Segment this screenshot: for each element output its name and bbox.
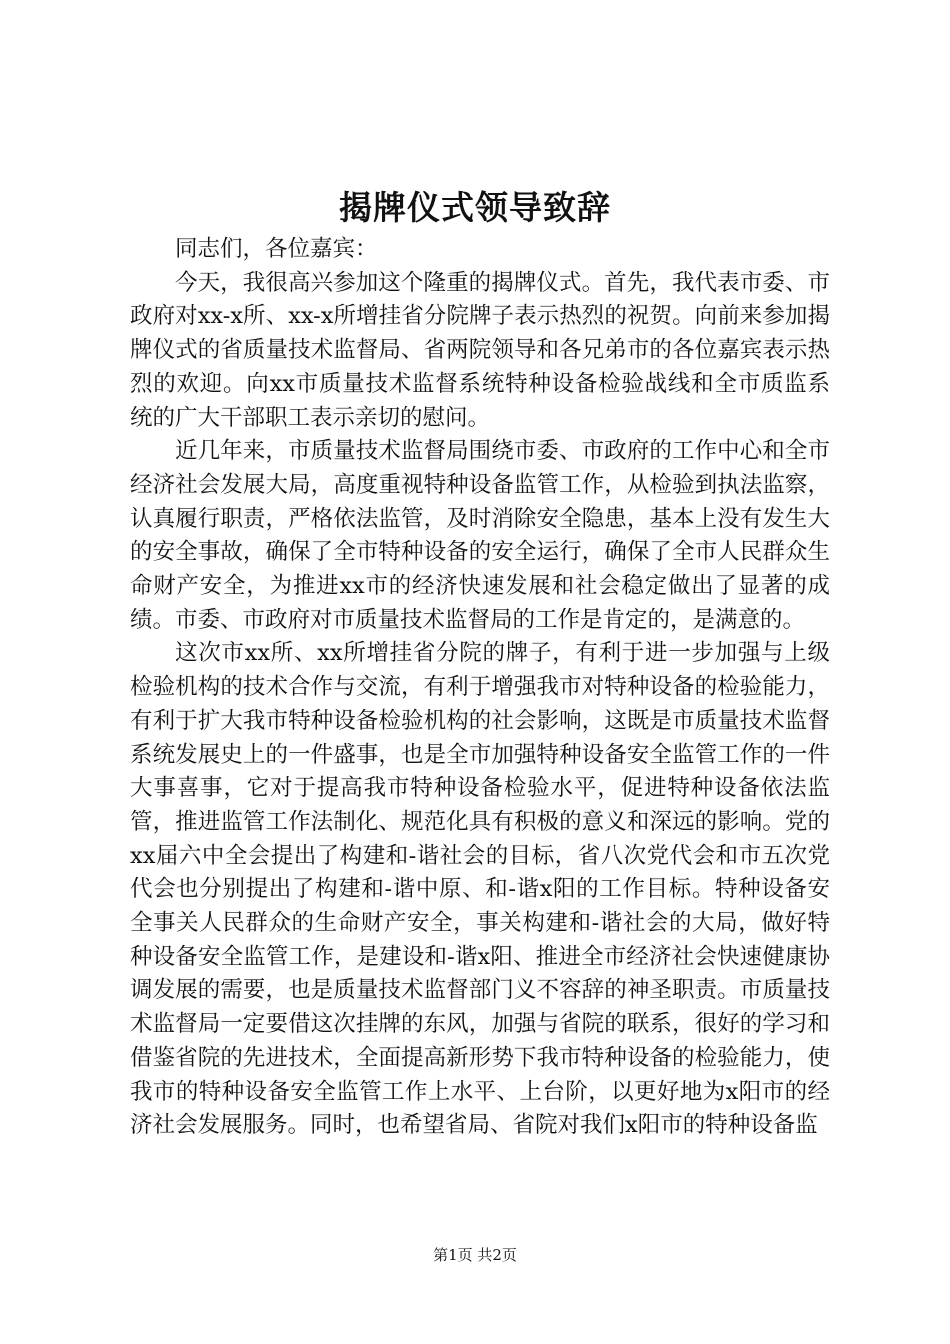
paragraph-3: 这次市xx所、xx所增挂省分院的牌子，有利于进一步加强与上级检验机构的技术合作与交流，有利于增强我市对特种设备的检验能力，有利于扩大我市特种设备检验机构的社会影响，这既是市质量技术监督系统发展史上的一件盛事，也是全市加强特种设备安全监管工作的一件大事喜事，它对于提高我市特种设备检验水平，促进特种设备依法监管，推进监管工作法制化、规范化具有积极的意义和深远的影响。党的xx届六中全会提出了构建和-谐社会的目标，省八次党代会和市五次党代会也分别提出了构建和-谐中原、和-谐x阳的工作目标。特种设备安全事关人民群众的生命财产安全，事关构建和-谐社会的大局，做好特种设备安全监管工作，是建设和-谐x阳、推进全市经济社会快速健康协调发展的需要，也是质量技术监督部门义不容辞的神圣职责。市质量技术监督局一定要借这次挂牌的东风，加强与省院的联系，很好的学习和借鉴省院的先进技术，全面提高新形势下我市特种设备的检验能力，使我市的特种设备安全监管工作上水平、上台阶，以更好地为x阳市的经济社会发展服务。同时，也希望省局、省院对我们x阳市的特种设备监 (130, 640, 830, 1139)
document-title: 揭牌仪式领导致辞 (339, 188, 611, 227)
salutation: 同志们，各位嘉宾： (175, 236, 378, 262)
document-body (130, 233, 830, 1143)
paragraph-1: 今天，我很高兴参加这个隆重的揭牌仪式。首先，我代表市委、市政府对xx-x所、xx-x所增挂省分院牌子表示热烈的祝贺。向前来参加揭牌仪式的省质量技术监督局、省两院领导和各兄弟市的各位嘉宾表示热烈的欢迎。向xx市质量技术监督系统特种设备检验战线和全市质监系统的广大干部职工表示亲切的慰问。 (130, 269, 830, 431)
page-footer: 第1页 共2页 (433, 1246, 517, 1264)
paragraph-2: 近几年来，市质量技术监督局围绕市委、市政府的工作中心和全市经济社会发展大局，高度重视特种设备监管工作，从检验到执法监察，认真履行职责，严格依法监管，及时消除安全隐患，基本上没有发生大的安全事故，确保了全市特种设备的安全运行，确保了全市人民群众生命财产安全，为推进xx市的经济快速发展和社会稳定做出了显著的成绩。市委、市政府对市质量技术监督局的工作是肯定的，是满意的。 (130, 438, 830, 633)
